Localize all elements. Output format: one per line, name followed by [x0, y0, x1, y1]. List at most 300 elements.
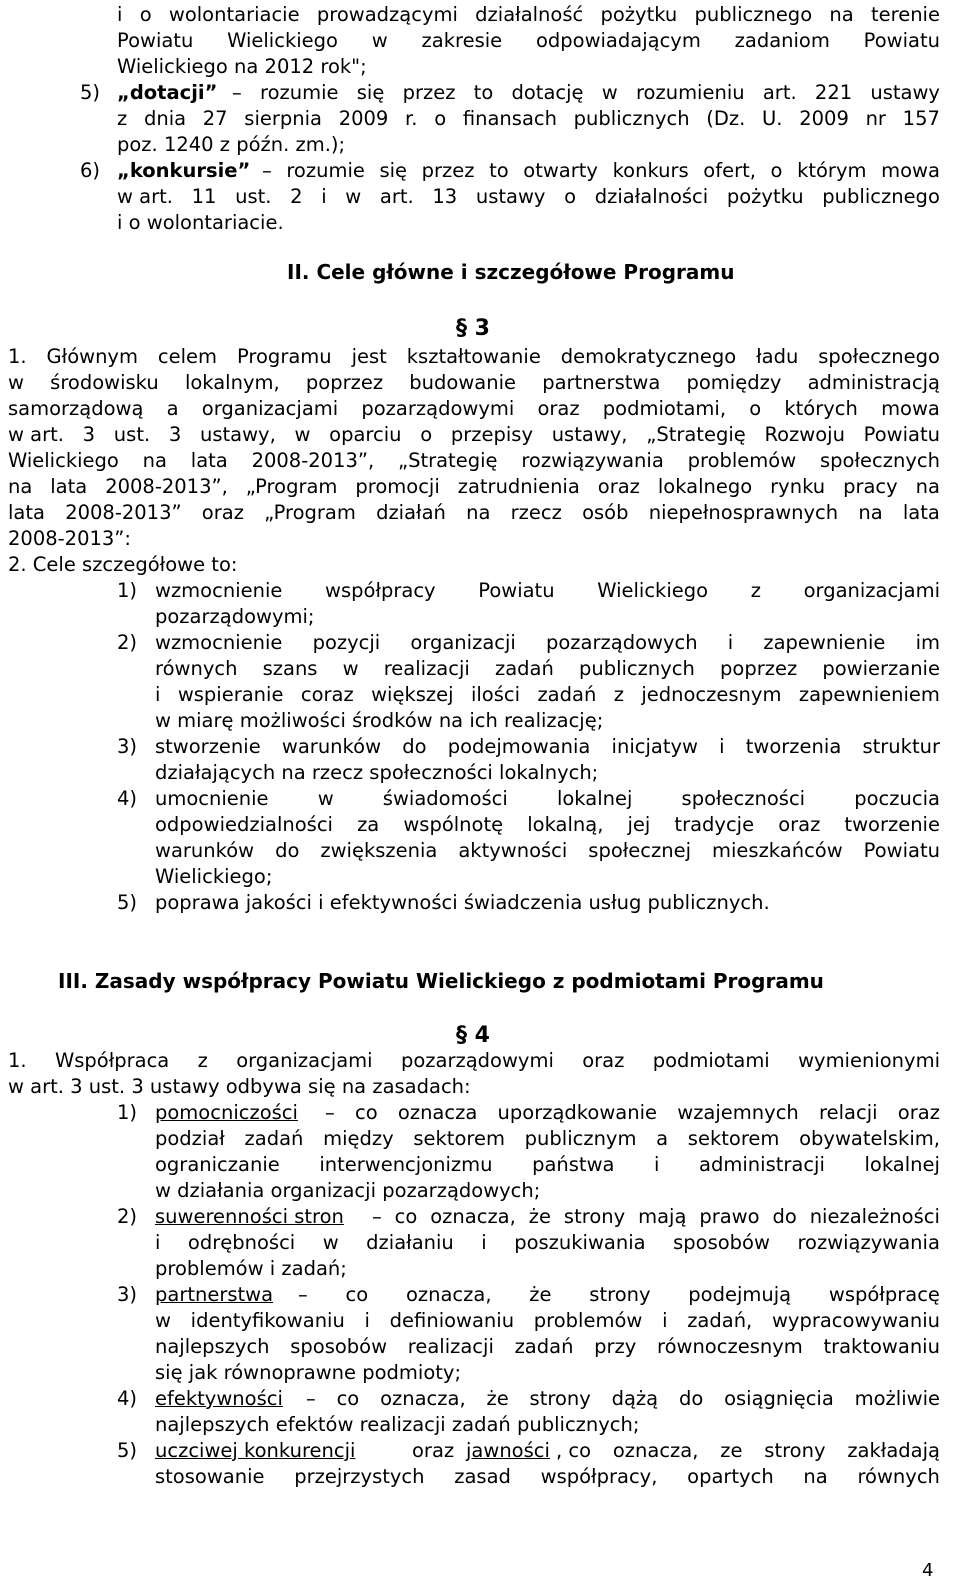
word: 221	[814, 81, 853, 104]
text-line	[117, 2, 940, 28]
text-line	[117, 184, 940, 210]
word: się	[379, 159, 408, 182]
word: oznacza	[397, 1101, 478, 1124]
word: wspólnotę	[403, 813, 504, 836]
word: z	[197, 1049, 208, 1072]
word: w	[294, 423, 311, 446]
word: lata	[902, 501, 940, 524]
word: identyfikowaniu	[190, 1309, 345, 1332]
word: budowanie	[409, 371, 516, 394]
word: Rozwoju	[764, 423, 845, 446]
word: to	[473, 81, 494, 104]
word: że	[528, 1205, 551, 1228]
word: osób	[582, 501, 629, 524]
word: że	[529, 1283, 552, 1306]
section-heading: III. Zasady współpracy Powiatu Wielickiego z podmiotami Programu	[58, 969, 824, 993]
word: Głównym	[46, 345, 138, 368]
word: na	[803, 1465, 828, 1488]
word: –	[372, 1205, 382, 1228]
word: społecznych	[820, 449, 940, 472]
word: Powiatu	[863, 29, 940, 52]
word: powierzanie	[822, 657, 940, 680]
word: jest	[351, 345, 387, 368]
word: im	[915, 631, 940, 654]
word: poprzez	[720, 657, 798, 680]
word: „Program	[264, 501, 356, 524]
word: zadaniom	[734, 29, 830, 52]
word: zwiększenia	[320, 839, 438, 862]
word: aktywności	[458, 839, 568, 862]
word: to	[489, 159, 509, 182]
word: publicznych	[573, 107, 690, 130]
word: otwarty	[523, 159, 598, 182]
word: oznacza,	[612, 1439, 699, 1462]
text-line	[155, 630, 940, 656]
word: rozumie	[259, 81, 339, 104]
word: którym	[797, 159, 867, 182]
text-line	[8, 344, 940, 370]
word: współpracy	[325, 579, 436, 602]
principle-term: suwerenności stron	[155, 1205, 344, 1228]
word: problemów	[687, 449, 797, 472]
word: poszukiwania	[514, 1231, 646, 1254]
word: środowisku	[50, 371, 159, 394]
word: do	[678, 1387, 704, 1410]
word: szans	[262, 657, 318, 680]
principle-term: pomocniczości	[155, 1101, 298, 1124]
word: działaniu	[366, 1231, 454, 1254]
word: na	[466, 501, 491, 524]
word: nr	[865, 107, 886, 130]
word: pracy	[843, 475, 898, 498]
word: rozumie	[286, 159, 365, 182]
word: oraz	[897, 1101, 940, 1124]
word: których	[784, 397, 858, 420]
word: prowadzącymi	[316, 3, 458, 26]
word: między	[323, 1127, 394, 1150]
word: strony	[764, 1439, 826, 1462]
word: –	[232, 81, 242, 104]
word: –	[298, 1283, 308, 1306]
word: co	[345, 1283, 369, 1306]
word: zapewnieniem	[798, 683, 940, 706]
word: oraz	[537, 397, 580, 420]
word: –	[306, 1387, 316, 1410]
word: demokratycznego	[560, 345, 737, 368]
word: w	[155, 1309, 171, 1332]
list-number: 4)	[117, 1387, 138, 1410]
word: na	[8, 475, 33, 498]
word: administracji	[699, 1153, 825, 1176]
word: konkurs	[612, 159, 689, 182]
word: dnia	[143, 107, 187, 130]
word: pożytku	[600, 3, 678, 26]
word: wspieranie	[177, 683, 284, 706]
word: zapewnienie	[763, 631, 886, 654]
list-number: 3)	[117, 735, 138, 758]
word: 3	[82, 423, 96, 446]
word: strony	[589, 1283, 651, 1306]
word: za	[357, 813, 380, 836]
word: świadomości	[382, 787, 508, 810]
principle-term: jawności	[466, 1439, 550, 1462]
word: i	[662, 1309, 668, 1332]
word: coraz	[300, 683, 354, 706]
word: przez	[421, 159, 475, 182]
word: mieszkańców	[712, 839, 843, 862]
word: o	[420, 423, 433, 446]
word: równych	[155, 657, 238, 680]
word: uporządkowanie	[497, 1101, 657, 1124]
word: mają	[638, 1205, 687, 1228]
word: w	[601, 81, 618, 104]
text-line: poz. 1240 z późn. zm.);	[117, 133, 346, 156]
word: zadań	[244, 1127, 304, 1150]
word: sierpnia	[244, 107, 322, 130]
text-line	[8, 396, 940, 422]
text-line: Wielickiego;	[155, 865, 273, 888]
word: 2008-2013”,	[251, 449, 375, 472]
word: działań	[376, 501, 446, 524]
word: mowa	[881, 159, 940, 182]
text-line: najlepszych efektów realizacji zadań publicznych;	[155, 1413, 640, 1436]
word: r.	[405, 107, 418, 130]
word: warunków	[155, 839, 255, 862]
word: struktur	[862, 735, 940, 758]
word: lokalną,	[527, 813, 604, 836]
word: w	[342, 657, 359, 680]
word: celem	[157, 345, 218, 368]
word: współpracę	[828, 1283, 940, 1306]
word: U.	[762, 107, 783, 130]
text-line	[556, 1438, 940, 1464]
list-number: 2)	[117, 1205, 138, 1228]
word: problemów	[533, 1309, 643, 1332]
word: i	[155, 1231, 161, 1254]
word: w	[345, 185, 362, 208]
word: podejmowania	[447, 735, 591, 758]
text-line	[155, 656, 940, 682]
word: w	[8, 371, 24, 394]
word: Wielickiego	[597, 579, 709, 602]
word: wzajemnych	[677, 1101, 799, 1124]
text-line	[155, 578, 940, 604]
word: ofert,	[703, 159, 756, 182]
word: lata	[190, 449, 228, 472]
word: warunków	[281, 735, 382, 758]
word: społecznej	[588, 839, 692, 862]
text-line	[117, 106, 940, 132]
word: wzmocnienie	[155, 579, 283, 602]
word: obywatelskim,	[799, 1127, 940, 1150]
text-line	[155, 838, 940, 864]
word: 157	[902, 107, 940, 130]
word: realizacji	[383, 657, 470, 680]
text-line	[155, 1126, 940, 1152]
word: o	[749, 397, 762, 420]
word: w	[322, 1231, 339, 1254]
word: art.	[762, 81, 797, 104]
word: z	[117, 107, 128, 130]
text-line	[117, 28, 940, 54]
word: Powiatu	[117, 29, 194, 52]
word: realizacji	[407, 1335, 494, 1358]
word: większej	[371, 683, 454, 706]
word: do	[275, 839, 300, 862]
page-number: 4	[922, 1560, 934, 1581]
word: w art.	[117, 185, 173, 208]
list-number: 6)	[80, 159, 101, 182]
text-line: 2. Cele szczegółowe to:	[8, 553, 238, 576]
word: lokalnej	[864, 1153, 940, 1176]
word: tworzenie	[844, 813, 940, 836]
word: oraz	[597, 475, 640, 498]
word: prawo	[699, 1205, 760, 1228]
word: działalności	[594, 185, 709, 208]
text-line	[232, 80, 940, 106]
word: ładu	[756, 345, 799, 368]
word: Wielickiego	[8, 449, 119, 472]
list-number: 1)	[117, 579, 138, 602]
word: sposobów	[290, 1335, 388, 1358]
word: odpowiedzialności	[155, 813, 333, 836]
text-line: problemów i zadań;	[155, 1257, 347, 1280]
word: zadań	[514, 1335, 574, 1358]
word: niepełnosprawnych	[648, 501, 839, 524]
word: i	[719, 735, 725, 758]
word: najlepszych	[155, 1335, 270, 1358]
word: rozumieniu	[635, 81, 745, 104]
word: z	[750, 579, 761, 602]
word: lokalnym,	[184, 371, 280, 394]
text-line	[8, 474, 940, 500]
text-line	[325, 1100, 940, 1126]
section-heading: II. Cele główne i szczegółowe Programu	[287, 260, 735, 284]
list-number: 5)	[80, 81, 101, 104]
word: na	[829, 3, 854, 26]
word: rynku	[770, 475, 826, 498]
word: rozwiązywania	[797, 1231, 940, 1254]
word: co	[336, 1387, 360, 1410]
word: pomiędzy	[686, 371, 782, 394]
text-line	[372, 1204, 940, 1230]
word: jej	[627, 813, 651, 836]
text-line	[298, 1282, 940, 1308]
word: 1.	[8, 345, 27, 368]
word: organizacji	[410, 631, 516, 654]
word: Programu	[237, 345, 332, 368]
text-line	[8, 448, 940, 474]
word: promocji	[355, 475, 440, 498]
word: 13	[432, 185, 458, 208]
word: na	[858, 501, 883, 524]
word: 2	[290, 185, 303, 208]
text-line: poprawa jakości i efektywności świadczenia usług publicznych.	[155, 891, 770, 914]
text-line	[306, 1386, 940, 1412]
principle-term: uczciwej konkurencji	[155, 1439, 356, 1462]
word: zadań	[537, 683, 597, 706]
word: zasad	[454, 1465, 511, 1488]
word: 11	[191, 185, 217, 208]
text-line	[155, 1152, 940, 1178]
word: 2009	[799, 107, 849, 130]
paragraph-symbol: § 4	[456, 1023, 490, 1048]
word: zakresie	[421, 29, 503, 52]
text-line	[155, 1308, 940, 1334]
principle-term: partnerstwa	[155, 1283, 274, 1306]
word: w art.	[8, 423, 64, 446]
word: publicznego	[822, 185, 940, 208]
word: i	[654, 1153, 660, 1176]
word: ustawy	[870, 81, 940, 104]
word: definiowaniu	[389, 1309, 515, 1332]
text-line	[155, 786, 940, 812]
text-line: Wielickiego na 2012 rok";	[117, 55, 367, 78]
word: oznacza,	[380, 1387, 466, 1410]
word: publicznym	[524, 1127, 637, 1150]
word: ze	[720, 1439, 743, 1462]
word: podmiotami,	[602, 397, 727, 420]
word: 1.	[8, 1049, 27, 1072]
text-line: w działania organizacji pozarządowych;	[155, 1179, 541, 1202]
word: Powiatu	[863, 423, 940, 446]
principle-term: efektywności	[155, 1387, 283, 1410]
word: „Strategię	[646, 423, 746, 446]
text-line: działających na rzecz społeczności lokalnych;	[155, 761, 599, 784]
text-line: pozarządowymi;	[155, 605, 315, 628]
word: i	[481, 1231, 487, 1254]
list-number: 2)	[117, 631, 138, 654]
word: zatrudnienia	[457, 475, 580, 498]
word: poczucia	[854, 787, 940, 810]
word: pożytku	[726, 185, 804, 208]
word: ust.	[113, 423, 151, 446]
word: strony	[563, 1205, 626, 1228]
word: samorządową	[8, 397, 144, 420]
word: społeczności	[681, 787, 806, 810]
word: oparciu	[329, 423, 402, 446]
word: stosowanie	[155, 1465, 265, 1488]
word: na	[915, 475, 940, 498]
word: i	[364, 1309, 370, 1332]
text-line: i o wolontariacie.	[117, 211, 284, 234]
text-line	[8, 500, 940, 526]
word: podział	[155, 1127, 225, 1150]
word: Współpraca	[54, 1049, 170, 1072]
word: wolontariacie	[168, 3, 300, 26]
word: sektorem	[413, 1127, 505, 1150]
word: 2009	[338, 107, 389, 130]
word: umocnienie	[155, 787, 269, 810]
word: partnerstwa	[542, 371, 661, 394]
word: państwa	[532, 1153, 615, 1176]
word: a	[166, 397, 179, 420]
defined-term: „dotacji”	[117, 81, 218, 104]
word: o	[434, 107, 447, 130]
word: wzmocnienie	[155, 631, 283, 654]
text-line: w miarę możliwości środków na ich realizację;	[155, 709, 604, 732]
text-line	[155, 1464, 940, 1490]
word: zadań	[494, 657, 554, 680]
word: w	[317, 787, 334, 810]
word: podmiotami	[652, 1049, 770, 1072]
word: pozarządowymi	[400, 1049, 554, 1072]
word: oraz	[778, 813, 821, 836]
word: przepisy	[450, 423, 533, 446]
word: pozarządowymi	[361, 397, 515, 420]
word: sposobów	[673, 1231, 770, 1254]
word: zadań,	[687, 1309, 753, 1332]
word: i	[321, 185, 327, 208]
word: że	[486, 1387, 509, 1410]
text-line: oraz	[412, 1439, 455, 1462]
word: dotację	[511, 81, 584, 104]
word: pozarządowych	[546, 631, 698, 654]
word: społecznego	[818, 345, 940, 368]
word: Powiatu	[863, 839, 940, 862]
word: w	[371, 29, 388, 52]
word: jednoczesnym	[641, 683, 782, 706]
text-line: w art. 3 ust. 3 ustawy odbywa się na zasadach:	[8, 1075, 471, 1098]
word: poprzez	[305, 371, 384, 394]
word: równoczesnym	[656, 1335, 803, 1358]
text-line	[155, 734, 940, 760]
word: i	[155, 683, 161, 706]
word: „Strategię	[397, 449, 498, 472]
word: i	[117, 3, 123, 26]
list-number: 5)	[117, 891, 138, 914]
word: 2008-2013”	[65, 501, 182, 524]
word: organizacjami	[236, 1049, 373, 1072]
word: o	[770, 159, 783, 182]
word: publicznych	[578, 657, 695, 680]
word: przez	[402, 81, 456, 104]
text-line	[155, 1230, 940, 1256]
word: strony	[529, 1387, 591, 1410]
word: podejmują	[688, 1283, 792, 1306]
word: a	[656, 1127, 669, 1150]
word: –	[325, 1101, 335, 1124]
text-line	[8, 1048, 940, 1074]
word: do	[772, 1205, 797, 1228]
text-line: 2008-2013”:	[8, 527, 131, 550]
word: ustawy	[475, 185, 546, 208]
word: art.	[379, 185, 414, 208]
word: rozwiązywania	[521, 449, 664, 472]
word: tworzenia	[745, 735, 842, 758]
text-line: się jak równoprawne podmioty;	[155, 1361, 462, 1384]
word: opartych	[687, 1465, 774, 1488]
word: osiągnięcia	[724, 1387, 834, 1410]
word: mowa	[881, 397, 940, 420]
word: dążą	[611, 1387, 659, 1410]
word: Wielickiego	[227, 29, 338, 52]
list-number: 5)	[117, 1439, 138, 1462]
word: przejrzystych	[294, 1465, 425, 1488]
word: równych	[857, 1465, 940, 1488]
word: co	[355, 1101, 378, 1124]
text-line	[8, 422, 940, 448]
word: organizacjami	[803, 579, 940, 602]
word: (Dz.	[706, 107, 746, 130]
word: lata	[50, 475, 88, 498]
text-line	[8, 370, 940, 396]
word: stworzenie	[155, 735, 261, 758]
word: wymienionymi	[798, 1049, 940, 1072]
word: sektorem	[687, 1127, 780, 1150]
word: możliwie	[854, 1387, 940, 1410]
word: 27	[202, 107, 228, 130]
